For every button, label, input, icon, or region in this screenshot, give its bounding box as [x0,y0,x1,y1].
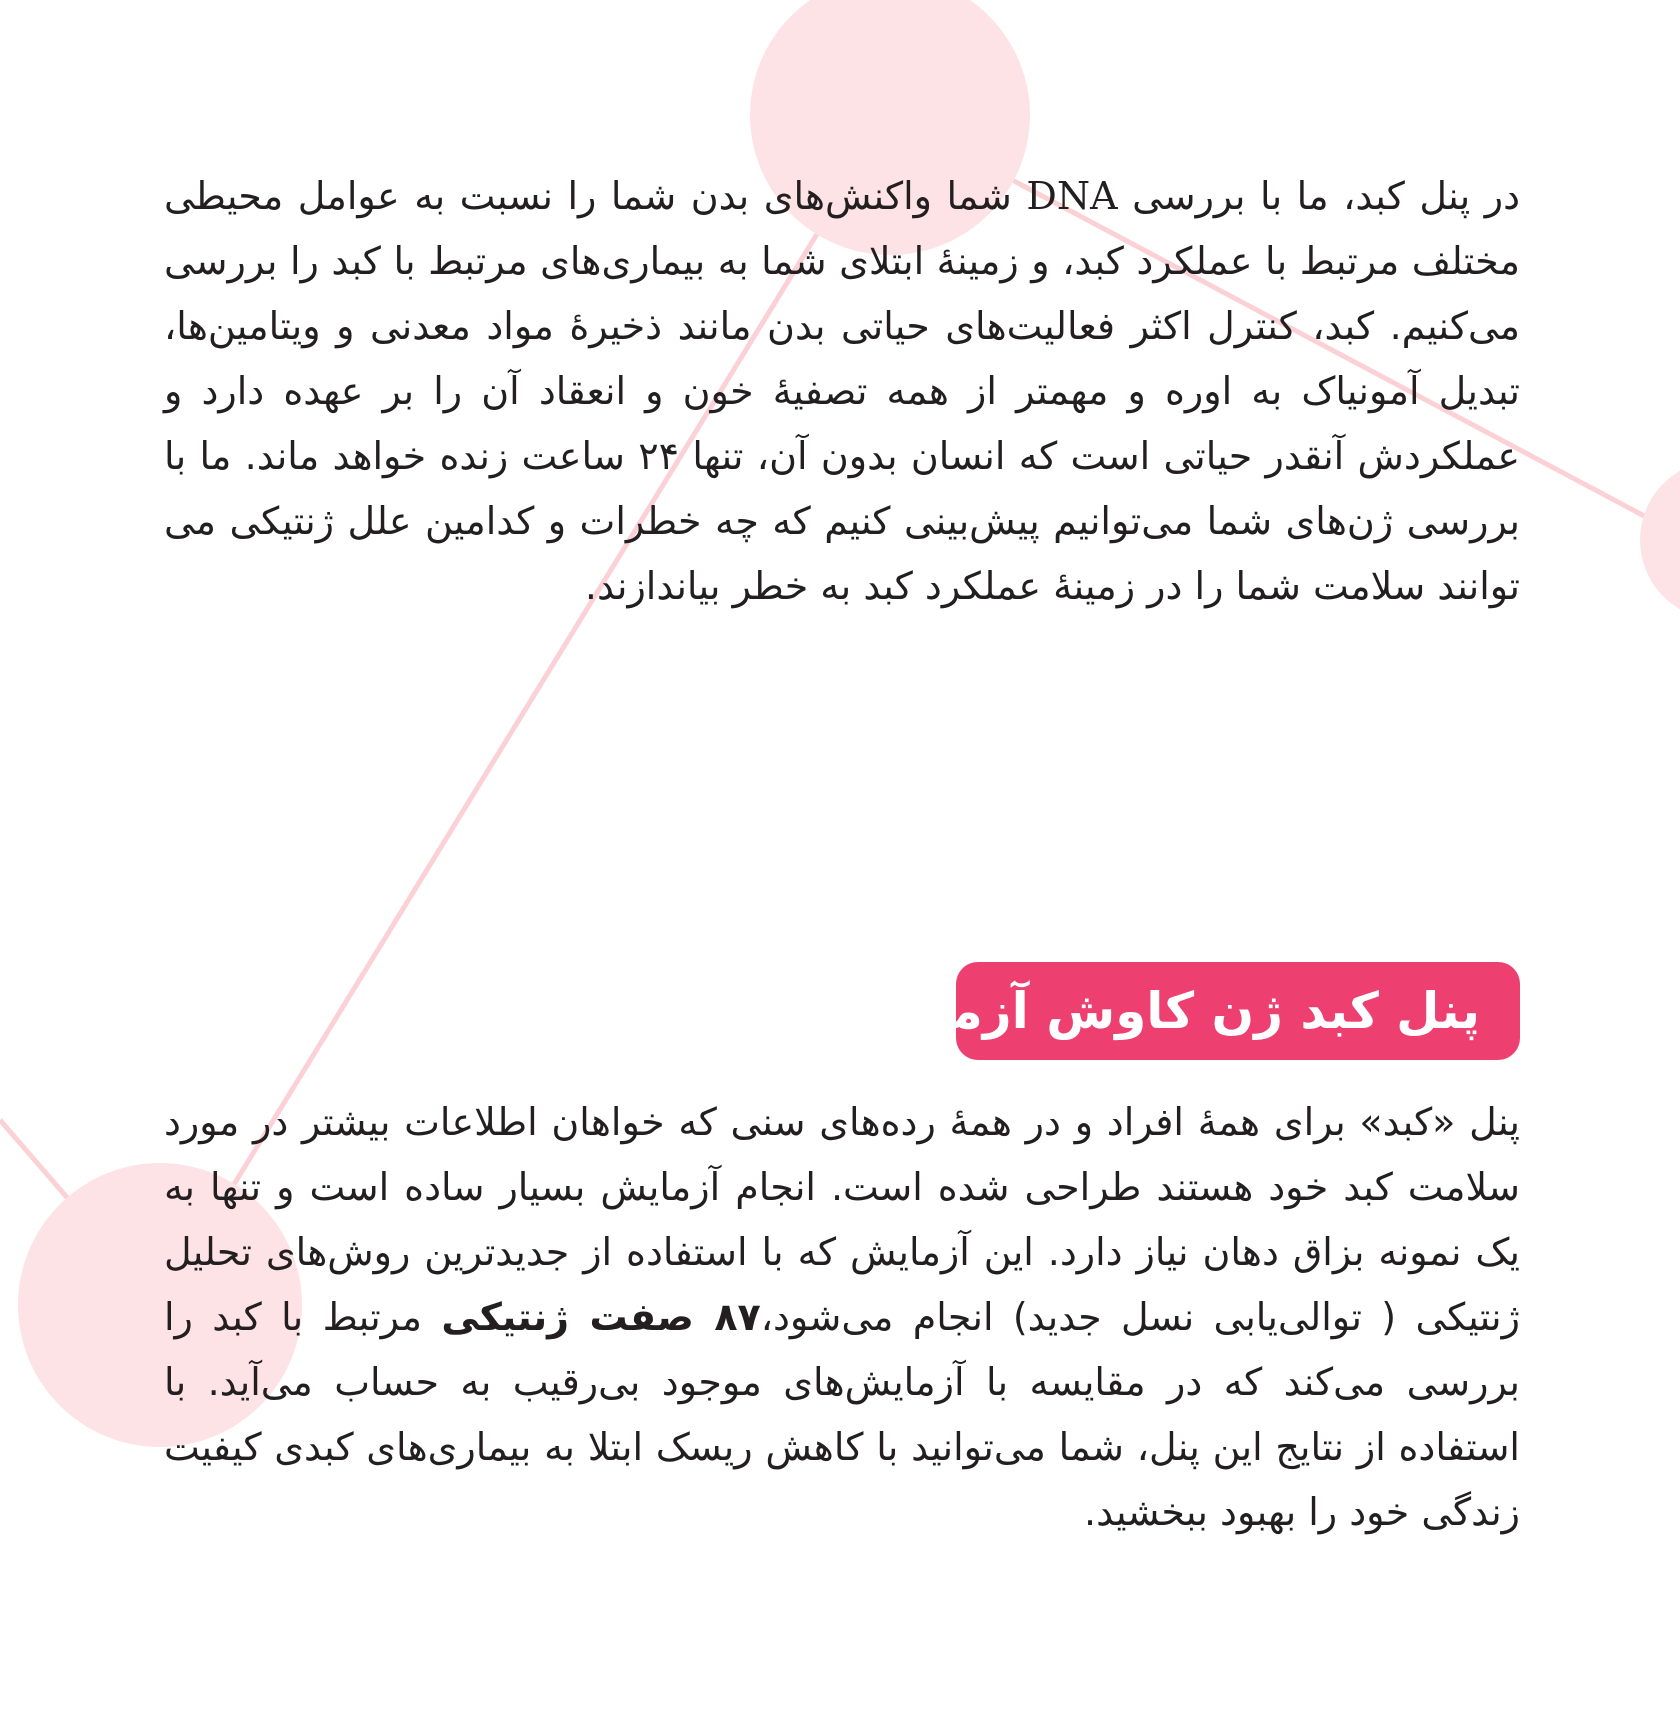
intro-text-part-2: شما واکنش‌های بدن شما را نسبت به عوامل محیطی مختلف مرتبط با عملکرد کبد، و زمینهٔ ابتلای شما به بیماری‌های مرتبط با کبد را بررسی می‌کنیم. کبد، کنترل اکثر فعالیت‌های حیاتی بدن مانند ذخیرهٔ مواد معدنی و ویتامین‌ها، تبدیل آمونیاک به اوره و مهمتر از همه تصفیهٔ خون و انعقاد آن را بر عهده دارد و عملکردش آنقدر حیاتی است که انسان بدون آن، تنها ۲۴ ساعت زنده خواهد ماند. ما با بررسی ژن‌های شما می‌توانیم پیش‌بینی کنیم که چه خطرات و کدامین علل ژنتیکی می توانند سلامت شما را در زمینهٔ عملکرد کبد به خطر بیاندازند. [164,174,1520,608]
section-heading-box [933,962,1520,1060]
intro-text-dna: DNA [1026,174,1118,218]
section-heading: پنل کبد ژن کاوش آزما [933,982,1480,1040]
panel-description-paragraph [164,1090,1520,1545]
intro-text-part-1: در پنل کبد، ما با بررسی [1117,174,1520,218]
intro-paragraph [164,164,1520,619]
panel-text-bold-traits: ۸۷ صفت ژنتیکی [441,1295,761,1339]
panel-text-part-1: پنل «کبد» برای همهٔ افراد و در همهٔ رده‌های سنی که خواهان اطلاعات بیشتر در مورد سلامت کبد خود هستند طراحی شده است. انجام آزمایش بسیار ساده است و تنها به یک نمونه بزاق دهان نیاز دارد. این آزمایش که با استفاده از جدیدترین روش‌های تحلیل ژنتیکی ( توالی‌یابی نسل جدید) انجام می‌شود، [164,1100,1520,1339]
node-circle-right [1640,460,1680,620]
panel-text-part-2: مرتبط با کبد را بررسی می‌کند که در مقایسه با آزمایش‌های موجود بی‌رقیب به حساب می‌آید. با استفاده از نتایج این پنل، شما می‌توانید با کاهش ریسک ابتلا به بیماری‌های کبدی کیفیت زندگی خود را بهبود ببخشید. [164,1295,1520,1534]
